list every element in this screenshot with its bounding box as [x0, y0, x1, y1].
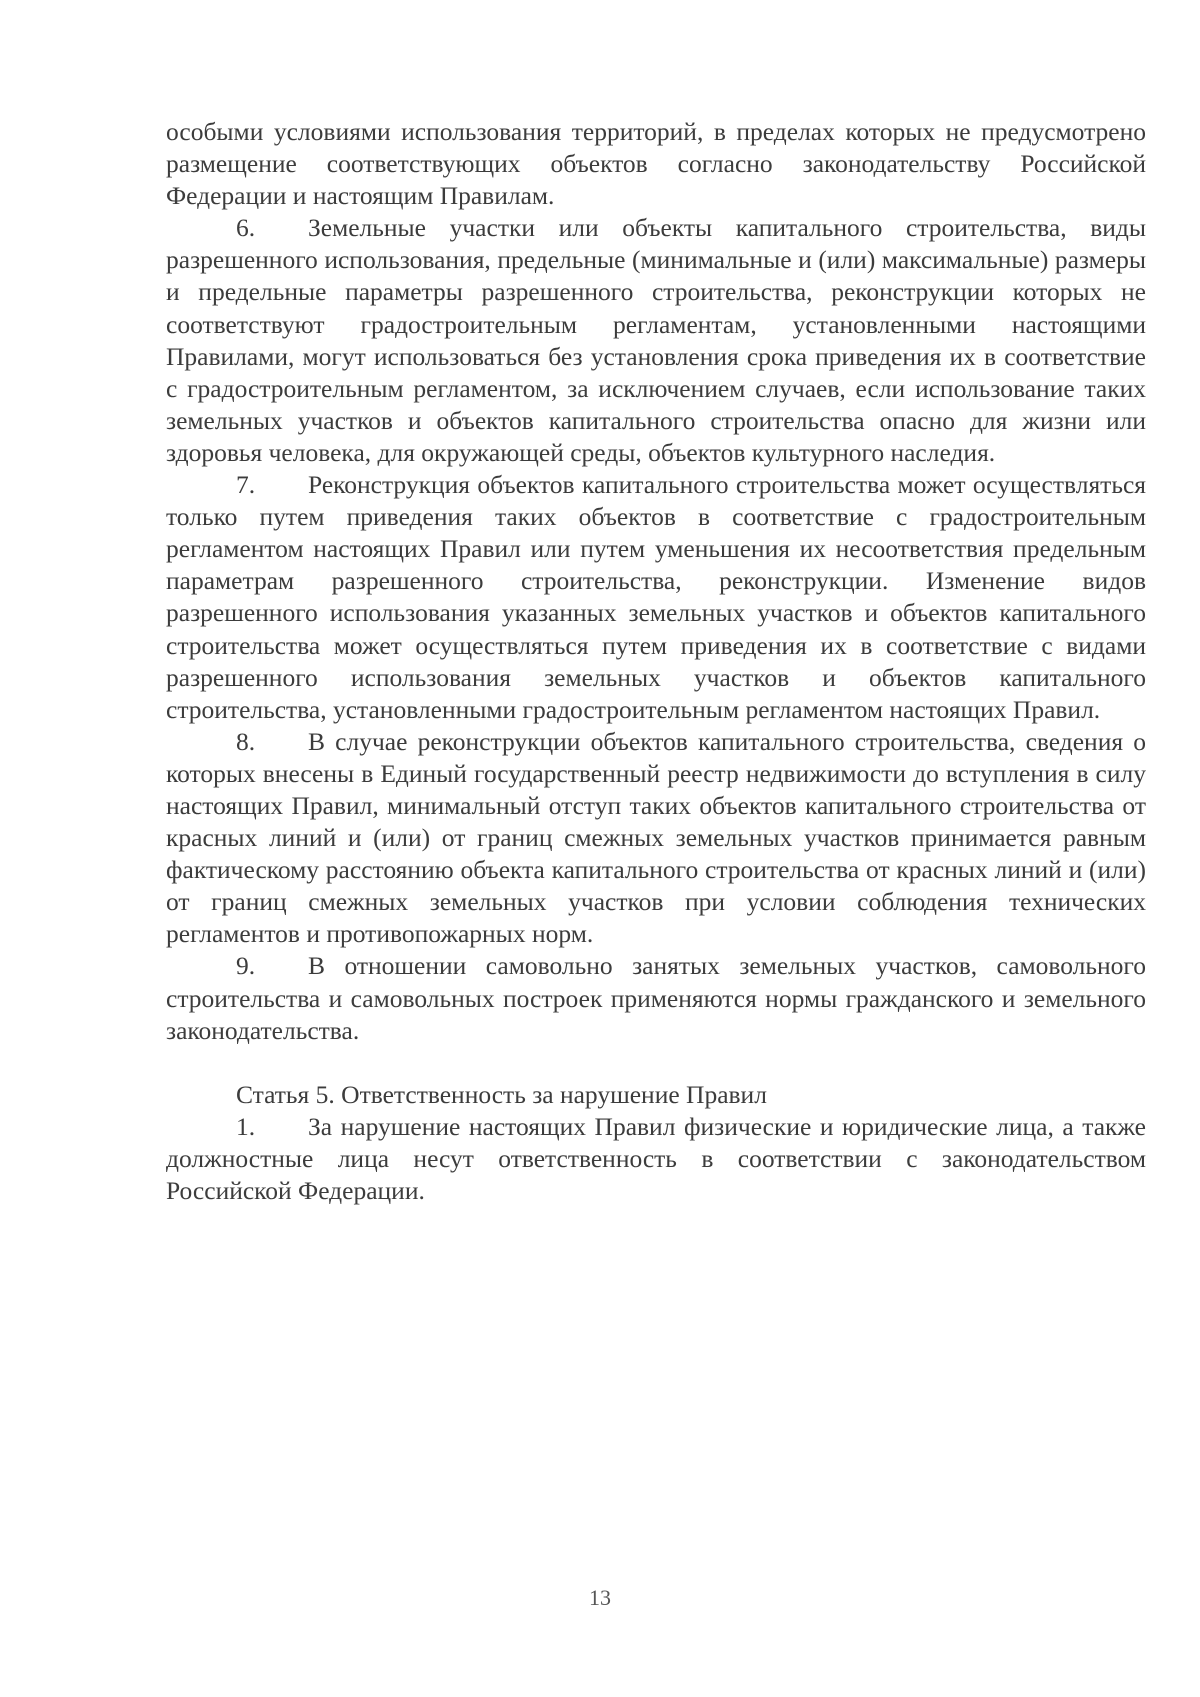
- list-item-9: [166, 950, 1146, 1046]
- item-text: Реконструкция объектов капитального строительства может осуществляться только путем приведения таких объектов в соответствие с градостроительным регламентом настоящих Правил или путем уменьшения их несоответствия предельным параметрам разрешенного строительства, реконструкции. Изменение видов разрешенного использования указанных земельных участков и объектов капитального строительства может осуществляться путем приведения их в соответствие с видами разрешенного использования земельных участков и объектов капитального строительства, установленными градостроительным регламентом настоящих Правил.: [166, 470, 1146, 724]
- list-item-7: [166, 469, 1146, 726]
- list-item-6: [166, 212, 1146, 469]
- item-text: В случае реконструкции объектов капитального строительства, сведения о которых внесены в Единый государственный реестр недвижимости до вступления в силу настоящих Правил, минимальный отступ таких объектов капитального строительства от красных линий и (или) от границ смежных земельных участков принимается равным фактическому расстоянию объекта капитального строительства от красных линий и (или) от границ смежных земельных участков при условии соблюдения технических регламентов и противопожарных норм.: [166, 726, 1146, 949]
- item-text: Земельные участки или объекты капитального строительства, виды разрешенного использования, предельные (минимальные и (или) максимальные) размеры и предельные параметры разрешенного строительства, реконструкции которых не соответствуют градостроительным регламентам, установленными настоящими Правилами, могут использоваться без установления срока приведения их в соответствие с градостроительным регламентом, за исключением случаев, если использование таких земельных участков и объектов капитального строительства опасно для жизни или здоровья человека, для окружающей среды, объектов культурного наследия.: [166, 213, 1146, 467]
- page-number: 13: [589, 1585, 611, 1610]
- item-number: 9.: [236, 951, 256, 981]
- item-text: В отношении самовольно занятых земельных участков, самовольного строительства и самовольных построек применяются нормы гражданского и земельного законодательства.: [166, 951, 1146, 1045]
- article-item-1: [166, 1111, 1146, 1207]
- item-number: 1.: [236, 1111, 256, 1141]
- item-text: За нарушение настоящих Правил физические и юридические лица, а также должностные лица несут ответственность в соответствии с законодательством Российской Федерации.: [166, 1111, 1146, 1205]
- document-body: [166, 116, 1146, 1207]
- item-number: 8.: [236, 726, 256, 756]
- article-heading: Статья 5. Ответственность за нарушение Правил: [236, 1079, 767, 1109]
- item-number: 7.: [236, 470, 256, 500]
- continuation-paragraph: особыми условиями использования территорий, в пределах которых не предусмотрено размещение соответствующих объектов согласно законодательству Российской Федерации и настоящим Правилам.: [166, 117, 1146, 211]
- item-number: 6.: [236, 213, 256, 243]
- list-item-8: [166, 726, 1146, 951]
